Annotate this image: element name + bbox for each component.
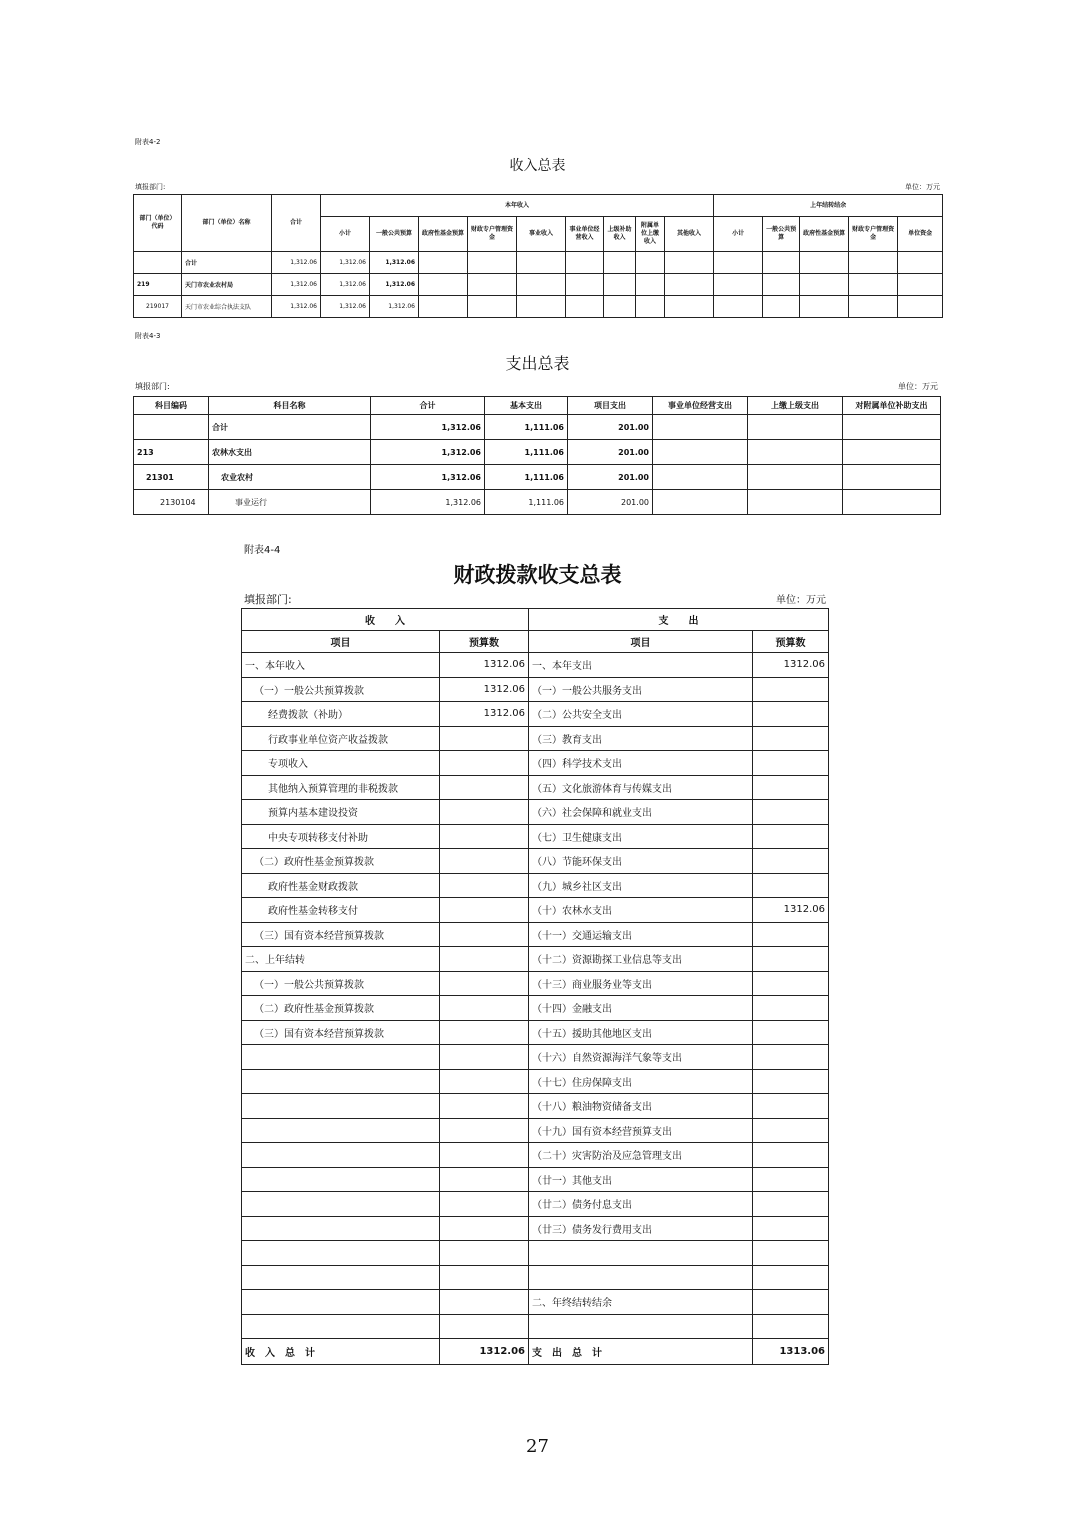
- expense-value: [753, 824, 829, 849]
- income-item: [242, 1118, 440, 1143]
- income-value: [440, 1290, 529, 1315]
- row-code: 2130104: [134, 490, 209, 515]
- row-general: 1,312.06: [370, 252, 419, 274]
- header-dept-code: 部门（单位）代码: [134, 195, 182, 252]
- income-item: 行政事业单位资产收益拨款: [242, 726, 440, 751]
- table-row: [242, 800, 829, 825]
- income-item: [242, 1143, 440, 1168]
- income-value: [440, 996, 529, 1021]
- expense-item: （六）社会保障和就业支出: [529, 800, 753, 825]
- table-row: [242, 1265, 829, 1290]
- income-item: [242, 1265, 440, 1290]
- income-item: 二、上年结转: [242, 947, 440, 972]
- table-row: [242, 1094, 829, 1119]
- expense-item: （十）农林水支出: [529, 898, 753, 923]
- row-project: 201.00: [568, 440, 653, 465]
- row-subtotal: 1,312.06: [321, 296, 370, 318]
- income-item: [242, 1045, 440, 1070]
- header-ly-unit-fund: 单位资金: [898, 217, 943, 252]
- expense-item: （七）卫生健康支出: [529, 824, 753, 849]
- expense-value: [753, 922, 829, 947]
- income-header: 收 入: [242, 609, 529, 631]
- income-value: [440, 775, 529, 800]
- expense-total-value: 1313.06: [753, 1339, 829, 1365]
- header-total: 合计: [371, 397, 485, 415]
- expense-value: [753, 996, 829, 1021]
- expense-item: （五）文化旅游体育与传媒支出: [529, 775, 753, 800]
- row-code: 21301: [134, 465, 209, 490]
- income-item: [242, 1216, 440, 1241]
- header-operating-income: 事业单位经营收入: [566, 217, 604, 252]
- table-row: [134, 440, 941, 465]
- income-item-header: 项目: [242, 631, 440, 653]
- expense-item-header: 项目: [529, 631, 753, 653]
- table3-dept-label: 填报部门:: [244, 593, 292, 606]
- header-affiliated: 对附属单位补助支出: [843, 397, 941, 415]
- expense-item: （十一）交通运输支出: [529, 922, 753, 947]
- header-subject-code: 科目编码: [134, 397, 209, 415]
- income-value: [440, 1192, 529, 1217]
- header-this-year: 本年收入: [321, 195, 714, 217]
- income-item: 经费拨款（补助）: [242, 702, 440, 727]
- table-row: [134, 274, 943, 296]
- income-item: 政府性基金转移支付: [242, 898, 440, 923]
- header-ly-subtotal: 小计: [714, 217, 763, 252]
- row-total: 1,312.06: [272, 274, 321, 296]
- income-item: 政府性基金财政拨款: [242, 873, 440, 898]
- row-total: 1,312.06: [371, 490, 485, 515]
- table-row: [242, 1216, 829, 1241]
- table2-note: 附表4-3: [135, 332, 161, 340]
- row-code: 213: [134, 440, 209, 465]
- expense-value: [753, 1265, 829, 1290]
- fiscal-appropriation-table: [241, 608, 829, 1365]
- table-row: [242, 898, 829, 923]
- expense-item: （十二）资源勘探工业信息等支出: [529, 947, 753, 972]
- expense-item: （一）一般公共服务支出: [529, 677, 753, 702]
- expense-item: 二、年终结转结余: [529, 1290, 753, 1315]
- income-value: [440, 898, 529, 923]
- income-value: [440, 849, 529, 874]
- table-row: [242, 751, 829, 776]
- expense-item: （十三）商业服务业等支出: [529, 971, 753, 996]
- table1-unit-label: 单位：万元: [905, 183, 940, 191]
- row-name: 合计: [209, 415, 371, 440]
- table-row: [242, 1020, 829, 1045]
- table-row: [134, 415, 941, 440]
- income-value: [440, 1216, 529, 1241]
- table1-dept-label: 填报部门:: [135, 183, 166, 191]
- row-name: 天门市农业综合执法支队: [182, 296, 272, 318]
- row-project: 201.00: [568, 490, 653, 515]
- table-row: [242, 1314, 829, 1339]
- row-name: 天门市农业农村局: [182, 274, 272, 296]
- row-basic: 1,111.06: [485, 440, 568, 465]
- income-total-value: 1312.06: [440, 1339, 529, 1365]
- table-row: [242, 1167, 829, 1192]
- expense-item: （十八）粮油物资储备支出: [529, 1094, 753, 1119]
- table2-dept-label: 填报部门:: [135, 382, 170, 391]
- row-project: 201.00: [568, 465, 653, 490]
- header-other-income: 其他收入: [665, 217, 714, 252]
- expense-value: [753, 751, 829, 776]
- expense-item: （三）教育支出: [529, 726, 753, 751]
- expense-value: [753, 1020, 829, 1045]
- row-name: 事业运行: [209, 490, 371, 515]
- table-row: [242, 947, 829, 972]
- header-project: 项目支出: [568, 397, 653, 415]
- row-code: [134, 415, 209, 440]
- income-value: [440, 800, 529, 825]
- row-basic: 1,111.06: [485, 490, 568, 515]
- table3-note: 附表4-4: [244, 545, 281, 556]
- expense-value: [753, 1143, 829, 1168]
- income-item: 专项收入: [242, 751, 440, 776]
- table2-unit-label: 单位：万元: [898, 382, 938, 391]
- table-row: [242, 653, 829, 678]
- expense-value: [753, 849, 829, 874]
- income-value: [440, 1069, 529, 1094]
- header-ly-special: 财政专户管理资金: [849, 217, 898, 252]
- expense-value: [753, 1094, 829, 1119]
- header-superior-subsidy: 上级补助收入: [604, 217, 636, 252]
- expense-item: （廿三）债务发行费用支出: [529, 1216, 753, 1241]
- expense-item: （二十）灾害防治及应急管理支出: [529, 1143, 753, 1168]
- expense-item: （廿一）其他支出: [529, 1167, 753, 1192]
- income-value: [440, 824, 529, 849]
- income-budget-header: 预算数: [440, 631, 529, 653]
- income-value: [440, 1143, 529, 1168]
- row-total: 1,312.06: [371, 440, 485, 465]
- table-row: [242, 1069, 829, 1094]
- header-subtotal: 小计: [321, 217, 370, 252]
- expense-value: [753, 947, 829, 972]
- table-row: [242, 849, 829, 874]
- row-subtotal: 1,312.06: [321, 252, 370, 274]
- row-name: 农林水支出: [209, 440, 371, 465]
- row-total: 1,312.06: [371, 415, 485, 440]
- income-item: [242, 1069, 440, 1094]
- expense-value: [753, 1314, 829, 1339]
- income-value: [440, 1094, 529, 1119]
- table-row: [242, 1143, 829, 1168]
- income-value: [440, 971, 529, 996]
- row-basic: 1,111.06: [485, 465, 568, 490]
- header-gov-fund: 政府性基金预算: [419, 217, 468, 252]
- table-row: [242, 1241, 829, 1266]
- expense-value: [753, 702, 829, 727]
- income-value: [440, 1265, 529, 1290]
- expense-summary-table: [133, 396, 941, 515]
- table-row: [242, 922, 829, 947]
- row-code: [134, 252, 182, 274]
- table-row: [242, 775, 829, 800]
- table3-unit-label: 单位：万元: [776, 595, 826, 606]
- expense-value: 1312.06: [753, 898, 829, 923]
- income-value: [440, 1167, 529, 1192]
- header-basic: 基本支出: [485, 397, 568, 415]
- table-row: [134, 252, 943, 274]
- expense-value: [753, 726, 829, 751]
- row-general: 1,312.06: [370, 274, 419, 296]
- expense-item: （十六）自然资源海洋气象等支出: [529, 1045, 753, 1070]
- table1-note: 附表4-2: [135, 138, 161, 146]
- expense-item: [529, 1265, 753, 1290]
- header-affiliated-income: 附属单位上缴收入: [636, 217, 665, 252]
- table-row: [242, 1118, 829, 1143]
- header-total: 合计: [272, 195, 321, 252]
- income-item: （二）政府性基金预算拨款: [242, 996, 440, 1021]
- income-value: [440, 1314, 529, 1339]
- expense-total-label: 支 出 总 计: [529, 1339, 753, 1365]
- expense-item: （九）城乡社区支出: [529, 873, 753, 898]
- row-subtotal: 1,312.06: [321, 274, 370, 296]
- income-item: （三）国有资本经营预算拨款: [242, 922, 440, 947]
- row-name: 农业农村: [209, 465, 371, 490]
- expense-value: [753, 1167, 829, 1192]
- income-value: [440, 1045, 529, 1070]
- expense-value: [753, 1216, 829, 1241]
- expense-value: [753, 1192, 829, 1217]
- totals-row: [242, 1339, 829, 1365]
- row-general: 1,312.06: [370, 296, 419, 318]
- header-subject-name: 科目名称: [209, 397, 371, 415]
- header-operating: 事业单位经营支出: [653, 397, 748, 415]
- expense-value: 1312.06: [753, 653, 829, 678]
- table-row: [242, 1192, 829, 1217]
- table-row: [134, 465, 941, 490]
- expense-header: 支 出: [529, 609, 829, 631]
- header-special-account: 财政专户管理资金: [468, 217, 517, 252]
- expense-item: [529, 1314, 753, 1339]
- header-general-budget: 一般公共预算: [370, 217, 419, 252]
- income-value: [440, 873, 529, 898]
- income-item: 一、本年收入: [242, 653, 440, 678]
- income-item: [242, 1314, 440, 1339]
- row-total: 1,312.06: [272, 296, 321, 318]
- expense-item: （二）公共安全支出: [529, 702, 753, 727]
- row-total: 1,312.06: [272, 252, 321, 274]
- table-row: [242, 702, 829, 727]
- header-superior: 上缴上级支出: [748, 397, 843, 415]
- income-item: [242, 1094, 440, 1119]
- expense-value: [753, 1045, 829, 1070]
- header-ly-gov-fund: 政府性基金预算: [800, 217, 849, 252]
- income-value: [440, 947, 529, 972]
- header-dept-name: 部门（单位）名称: [182, 195, 272, 252]
- income-item: 预算内基本建设投资: [242, 800, 440, 825]
- row-name: 合计: [182, 252, 272, 274]
- income-value: 1312.06: [440, 677, 529, 702]
- income-item: （二）政府性基金预算拨款: [242, 849, 440, 874]
- expense-item: [529, 1241, 753, 1266]
- expense-item: （十七）住房保障支出: [529, 1069, 753, 1094]
- table-row: [134, 296, 943, 318]
- income-value: 1312.06: [440, 653, 529, 678]
- header-last-year: 上年结转结余: [714, 195, 943, 217]
- income-value: [440, 1241, 529, 1266]
- income-item: （三）国有资本经营预算拨款: [242, 1020, 440, 1045]
- income-summary-table: [133, 194, 943, 318]
- page-number: 27: [526, 1436, 549, 1457]
- expense-value: [753, 873, 829, 898]
- expense-value: [753, 800, 829, 825]
- income-item: [242, 1192, 440, 1217]
- income-value: [440, 751, 529, 776]
- row-code: 219: [134, 274, 182, 296]
- expense-value: [753, 775, 829, 800]
- expense-value: [753, 1118, 829, 1143]
- income-value: [440, 726, 529, 751]
- table-row: [242, 1290, 829, 1315]
- expense-value: [753, 1290, 829, 1315]
- expense-value: [753, 1069, 829, 1094]
- income-item: （一）一般公共预算拨款: [242, 677, 440, 702]
- expense-value: [753, 677, 829, 702]
- income-item: 中央专项转移支付补助: [242, 824, 440, 849]
- row-basic: 1,111.06: [485, 415, 568, 440]
- income-value: [440, 1118, 529, 1143]
- expense-item: （十九）国有资本经营预算支出: [529, 1118, 753, 1143]
- table-row: [242, 824, 829, 849]
- expense-item: 一、本年支出: [529, 653, 753, 678]
- table-row: [242, 1045, 829, 1070]
- row-project: 201.00: [568, 415, 653, 440]
- table-row: [242, 873, 829, 898]
- table1-title: 收入总表: [509, 158, 566, 174]
- income-item: 其他纳入预算管理的非税拨款: [242, 775, 440, 800]
- table-row: [242, 996, 829, 1021]
- expense-value: [753, 1241, 829, 1266]
- income-item: [242, 1241, 440, 1266]
- table2-title: 支出总表: [505, 354, 570, 373]
- income-item: （一）一般公共预算拨款: [242, 971, 440, 996]
- income-value: [440, 922, 529, 947]
- income-value: 1312.06: [440, 702, 529, 727]
- table-row: [242, 726, 829, 751]
- header-business-income: 事业收入: [517, 217, 566, 252]
- income-item: [242, 1290, 440, 1315]
- row-total: 1,312.06: [371, 465, 485, 490]
- table-row: [242, 677, 829, 702]
- table-row: [242, 971, 829, 996]
- expense-budget-header: 预算数: [753, 631, 829, 653]
- expense-item: （四）科学技术支出: [529, 751, 753, 776]
- expense-value: [753, 971, 829, 996]
- income-value: [440, 1020, 529, 1045]
- expense-item: （廿二）债务付息支出: [529, 1192, 753, 1217]
- table-row: [134, 490, 941, 515]
- income-item: [242, 1167, 440, 1192]
- expense-item: （十四）金融支出: [529, 996, 753, 1021]
- row-code: 219017: [134, 296, 182, 318]
- expense-item: （十五）援助其他地区支出: [529, 1020, 753, 1045]
- table3-title: 财政拨款收支总表: [453, 562, 622, 587]
- income-total-label: 收 入 总 计: [242, 1339, 440, 1365]
- header-ly-general: 一般公共预算: [763, 217, 800, 252]
- expense-item: （八）节能环保支出: [529, 849, 753, 874]
